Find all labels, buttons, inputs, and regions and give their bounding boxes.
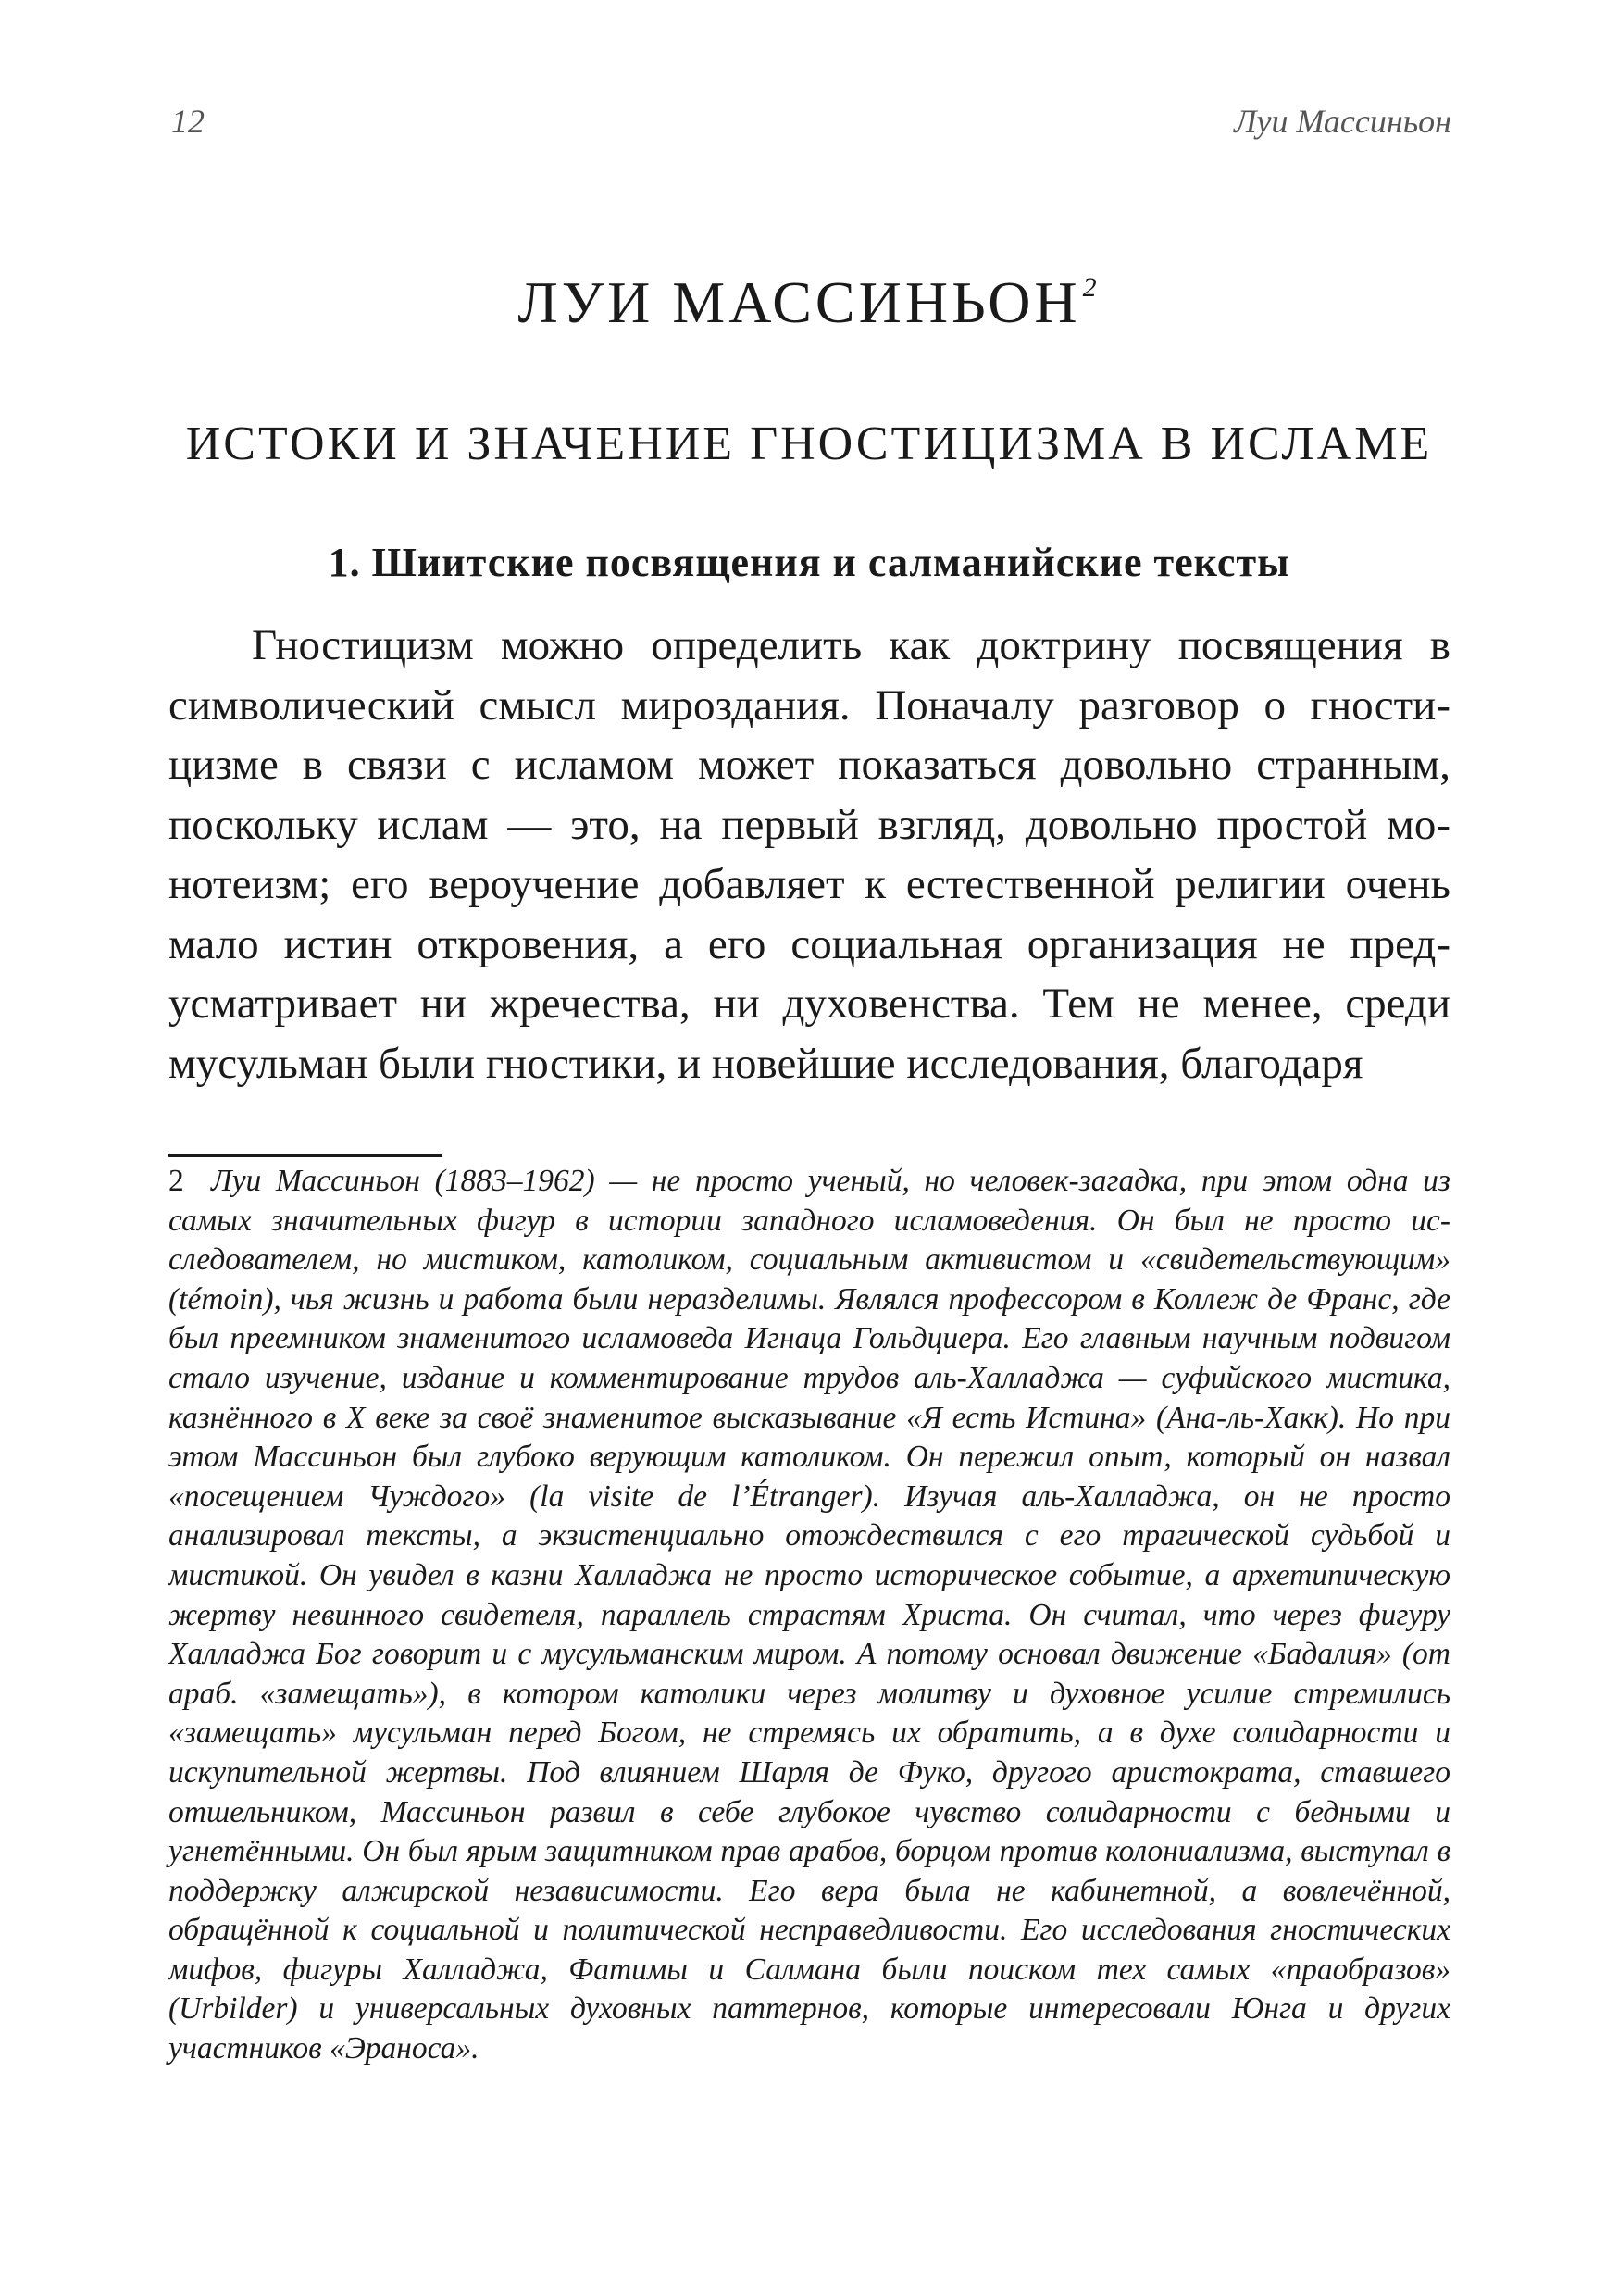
footnote-number: 2 [168,1164,184,1198]
page-number: 12 [171,103,205,140]
chapter-title [0,268,1618,337]
footnote [168,1162,1450,2069]
chapter-title-text: ЛУИ МАССИНЬОН [517,269,1081,335]
footnote-reference[interactable]: 2 [1082,272,1101,303]
footnote-divider [168,1154,442,1157]
footnote-text: Луи Массиньон (1883–1962) — не просто ученый, но человек-загадка, при этом одна из самых значительных фигур в истории западного исламоведения. Он был не просто исследователем, но мистиком, католиком, социальным активистом и «свидетельствующим» (témoin), чья жизнь и работа были неразделимы. Являлся профессором в Коллеж де Франс, где был преемником знаменитого исламоведа Игнаца Гольдциера. Его главным научным подвигом стало изучение, издание и комментирование трудов аль-Халладжа — суфийского мистика, казнённого в X веке за своё знаменитое высказывание «Я есть Истина» (Ана-ль-Хакк). Но при этом Массиньон был глубоко верующим католиком. Он пережил опыт, который он назвал «посещением Чуждого» (la visite de l’Étranger). Изучая аль-Халладжа, он не просто анализировал тексты, а экзистенциально отождествился с его трагической судьбой и мистикой. Он увидел в казни Халладжа не просто историческое событие, а архетипическую жертву невинного свидетеля, параллель страстям Христа. Он считал, что через фигуру Халладжа Бог говорит и с мусульманским миром. А потому основал движение «Бадалия» (от араб. «замещать»), в котором католики через молитву и духовное усилие стремились «замещать» мусульман перед Богом, не стремясь их обратить, а в духе солидарности и искупительной жертвы. Под влиянием Шарля де Фуко, другого аристократа, ставшего отшельником, Массиньон развил в себе глубокое чувство солидарности с бедными и угнетёнными. Он был ярым защитником прав арабов, борцом против колониализма, выступал в поддержку алжирской независимости. Его вера была не кабинетной, а вовлечённой, обращённой к социальной и политической несправедливости. Его исследования гностических мифов, фигуры Халладжа, Фатимы и Салмана были поиском тех самых «праобразов» (Urbilder) и универсальных духовных паттернов, которые интересовали Юнга и других участников «Эраноса». [168,1164,1450,2066]
subsection-title: 1. Шиитские посвящения и салманийские тексты [328,540,1290,585]
section-title: ИСТОКИ И ЗНАЧЕНИЕ ГНОСТИЦИЗМА В ИСЛАМЕ [185,418,1433,470]
running-title: Луи Массиньон [1234,103,1451,140]
body-paragraph: Гностицизм можно определить как доктрину посвящения в символический смысл мироздания. Поначалу разговор о гностицизме в связи с исламом может показаться довольно странным, поскольку ислам — это, на первый взгляд, довольно простой монотеизм; его вероучение добавляет к естественной религии очень мало истин откровения, а его социальная организация не предусматривает ни жречества, ни духовенства. Тем не менее, среди мусульман были гностики, и новейшие исследования, благодаря [168,621,1450,1088]
